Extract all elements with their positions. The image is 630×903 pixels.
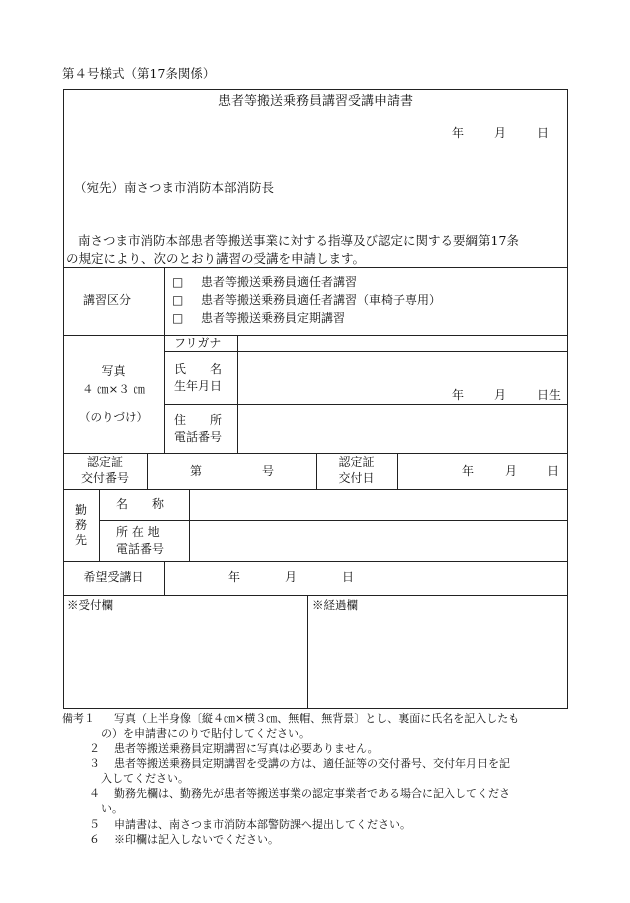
form-number: 第４号様式（第17条関係） bbox=[62, 66, 216, 81]
cert-date-label-1: 認定証 bbox=[338, 455, 375, 469]
cert-number-prefix: 第 bbox=[190, 464, 203, 478]
note-text: 写真（上半身像〔縦４㎝×横３㎝、無帽、無背景〕とし、裏面に氏名を記入したも bbox=[114, 712, 520, 725]
desired-day: 日 bbox=[342, 570, 355, 584]
workplace-label-3: 先 bbox=[75, 533, 88, 547]
photo-size: ４ ㎝×３ ㎝ bbox=[82, 382, 145, 396]
request-line-1: 南さつま市消防本部患者等搬送事業に対する指導及び認定に関する要綱第17条 bbox=[78, 233, 519, 248]
note-text: 入してください。 bbox=[101, 772, 189, 785]
cert-number-suffix: 号 bbox=[262, 464, 275, 478]
note-number: ５ bbox=[89, 818, 100, 831]
workplace-label-1: 勤 bbox=[75, 503, 88, 517]
cert-month: 月 bbox=[505, 464, 518, 478]
note-text: ※印欄は記入しないでください。 bbox=[114, 833, 279, 846]
note-number: ４ bbox=[89, 787, 100, 800]
note-text: 勤務先欄は、勤務先が患者等搬送事業の認定事業者である場合に記入してくださ bbox=[114, 787, 510, 800]
addressee: （宛先）南さつま市消防本部消防長 bbox=[74, 180, 275, 195]
name-label: 氏 名 bbox=[174, 362, 223, 376]
cert-number-label-1: 認定証 bbox=[86, 455, 123, 469]
desired-date-label: 希望受講日 bbox=[83, 570, 144, 584]
note-text: 患者等搬送乗務員定期講習に写真は必要ありません。 bbox=[114, 742, 379, 755]
date-month: 月 bbox=[494, 126, 507, 140]
note-text: い。 bbox=[101, 802, 123, 815]
date-year: 年 bbox=[452, 126, 465, 140]
note-number: ３ bbox=[89, 757, 100, 770]
course-option-checkbox[interactable]: □ bbox=[172, 275, 184, 289]
reception-field: ※受付欄 bbox=[67, 598, 113, 612]
progress-field: ※経過欄 bbox=[312, 598, 358, 612]
birth-day: 日生 bbox=[537, 388, 562, 402]
workplace-name-label: 名 称 bbox=[116, 497, 165, 511]
date-day: 日 bbox=[537, 126, 550, 140]
birth-year: 年 bbox=[452, 388, 465, 402]
course-label: 講習区分 bbox=[83, 293, 132, 307]
address-label: 住 所 bbox=[174, 413, 223, 427]
course-option-checkbox[interactable]: □ bbox=[172, 311, 184, 325]
note-number: ２ bbox=[89, 742, 100, 755]
note-text: の）を申請書にのりで貼付してください。 bbox=[101, 727, 310, 740]
course-option-label: 患者等搬送乗務員定期講習 bbox=[201, 311, 346, 325]
cert-year: 年 bbox=[462, 464, 475, 478]
form-title: 患者等搬送乗務員講習受講申請書 bbox=[217, 94, 413, 109]
photo-note: （のりづけ） bbox=[79, 410, 148, 424]
note-text: 申請書は、南さつま市消防本部警防課へ提出してください。 bbox=[114, 818, 411, 831]
desired-month: 月 bbox=[285, 570, 298, 584]
cert-day: 日 bbox=[547, 464, 560, 478]
workplace-label-2: 務 bbox=[75, 518, 88, 532]
birthdate-label: 生年月日 bbox=[174, 379, 223, 393]
furigana-label: フリガナ bbox=[174, 336, 222, 350]
course-option-label: 患者等搬送乗務員適任者講習 bbox=[201, 275, 358, 289]
cert-date-label-2: 交付日 bbox=[338, 471, 375, 485]
desired-year: 年 bbox=[228, 570, 241, 584]
course-option-checkbox[interactable]: □ bbox=[172, 293, 184, 307]
birth-month: 月 bbox=[494, 388, 507, 402]
phone-label: 電話番号 bbox=[174, 430, 223, 444]
course-option-label: 患者等搬送乗務員適任者講習（車椅子専用） bbox=[201, 293, 442, 307]
note-number: 備考１ bbox=[62, 712, 95, 725]
request-line-2: の規定により、次のとおり講習の受講を申請します。 bbox=[66, 251, 366, 266]
photo-label: 写真 bbox=[101, 364, 126, 378]
cert-number-label-2: 交付番号 bbox=[80, 471, 129, 485]
note-number: ６ bbox=[89, 833, 100, 846]
workplace-phone-label: 電話番号 bbox=[116, 542, 165, 556]
note-text: 患者等搬送乗務員定期講習を受講の方は、適任証等の交付番号、交付年月日を記 bbox=[114, 757, 510, 770]
workplace-location-label: 所 在 地 bbox=[116, 525, 160, 539]
